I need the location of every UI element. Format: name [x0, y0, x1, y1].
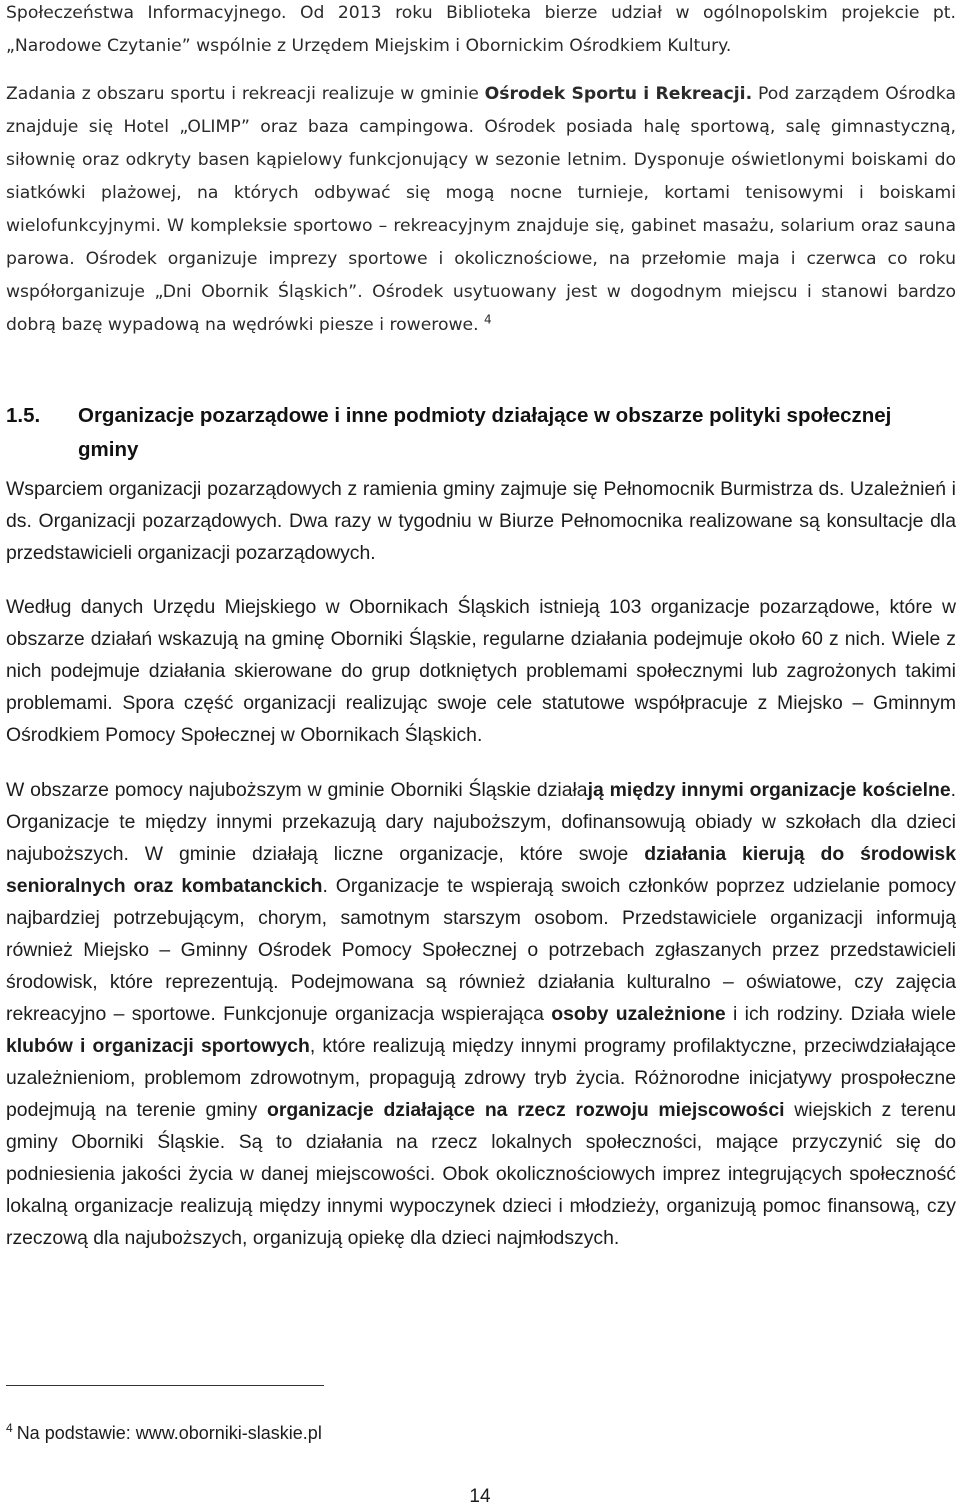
bold-text: Ośrodek Sportu i Rekreacji.: [484, 84, 753, 104]
paragraph-text: Według danych Urzędu Miejskiego w Obornikach Śląskich istnieją 103 organizacje pozarządowe, które w obszarze działań wskazują na gminę Oborniki Śląskie, regularne działania podejmuje około 60 z nich. Wiele z nich podejmuje działania skierowane do grup dotkniętych problemami społecznymi lub zagrożonych takimi problemami. Spora część organizacji realizując swoje cele statutowe współpracuje z Miejsko – Gminnym Ośrodkiem Pomocy Społecznej w Obornikach Śląskich.: [6, 596, 956, 746]
paragraph-sport-centre: [6, 78, 956, 342]
bold-text: organizacje działające na rzecz rozwoju miejscowości: [267, 1099, 785, 1121]
paragraph-text: Pod zarządem Ośrodka znajduje się Hotel „OLIMP” oraz baza campingowa. Ośrodek posiada halę sportową, salę gimnastyczną, siłownię oraz odkryty basen kąpielowy funkcjonujący w sezonie letnim. Dysponuje oświetlonymi boiskami do siatkówki plażowej, na których odbywać się mogą nocne turnieje, kortami tenisowymi i boiskami wielofunkcyjnymi. W kompleksie sportowo – rekreacyjnym znajduje się, gabinet masażu, solarium oraz sauna parowa. Ośrodek organizuje imprezy sportowe i okolicznościowe, na przełomie maja i czerwca co roku współorganizuje „Dni Obornik Śląskich”. Ośrodek usytuowany jest w dogodnym miejscu i stanowi bardzo dobrą bazę wypadową na wędrówki piesze i rowerowe.: [6, 84, 956, 335]
footnote-separator: [6, 1385, 324, 1386]
footnote-reference: 4: [484, 312, 492, 327]
paragraph-text: wiejskich z terenu gminy Oborniki Śląskie. Są to działania na rzecz lokalnych społeczności, mające przyczynić się do podniesienia jakości życia w danej miejscowości. Obok okolicznościowych imprez integrujących społeczność lokalną organizacje realizują między innymi wypoczynek dzieci i młodzieży, organizują pomoc finansową, czy rzeczową dla najuboższych, organizują opiekę dla dzieci najmłodszych.: [6, 1099, 957, 1249]
bold-text: klubów i organizacji sportowych: [6, 1035, 310, 1057]
paragraph-library: [6, 0, 956, 63]
bold-text: działania kierują do środowisk senioralnych oraz kombatanckich: [6, 843, 957, 897]
section-number: 1.5.: [6, 404, 41, 427]
paragraph-text: , które realizują między innymi programy profilaktyczne, przeciwdziałające uzależnieniom, problemom zdrowotnym, propagują zdrowy tryb życia. Różnorodne inicjatywy prospołeczne podejmują na terenie gminy: [6, 1035, 956, 1121]
section-title: Organizacje pozarządowe i inne podmioty działające w obszarze polityki społecznej gminy: [78, 404, 892, 461]
bold-text: ją między innymi organizacje kościelne: [587, 779, 951, 801]
paragraph-text: i ich rodziny. Działa wiele: [725, 1003, 956, 1025]
paragraph-text: W obszarze pomocy najuboższym w gminie Oborniki Śląskie działa: [6, 779, 588, 801]
footnote-text: Na podstawie: www.oborniki-slaskie.pl: [16, 1423, 322, 1443]
paragraph-ngo-count: [6, 591, 956, 751]
paragraph-text: Wsparciem organizacji pozarządowych z ramienia gminy zajmuje się Pełnomocnik Burmistrza ds. Uzależnień i ds. Organizacji pozarządowych. Dwa razy w tygodniu w Biurze Pełnomocnika realizowane są konsultacje dla przedstawicieli organizacji pozarządowych.: [6, 478, 956, 564]
bold-text: osoby uzależnione: [551, 1003, 726, 1025]
footnote: [6, 1416, 322, 1445]
page-number: 14: [469, 1486, 491, 1507]
paragraph-text: Zadania z obszaru sportu i rekreacji realizuje w gminie: [6, 84, 485, 104]
paragraph-plenipotentiary: [6, 473, 956, 569]
section-heading: [6, 399, 956, 467]
footnote-mark: 4: [6, 1421, 13, 1435]
paragraph-church-organisations: [6, 774, 956, 1254]
paragraph-text: . Organizacje te wspierają swoich członków poprzez udzielanie pomocy najbardziej potrzebującym, chorym, samotnym starszym osobom. Przedstawiciele organizacji informują również Miejsko – Gminny Ośrodek Pomocy Społecznej o potrzebach zgłaszanych przez przedstawicieli środowisk, które reprezentują. Podejmowana są również działania kulturalno – oświatowe, czy zajęcia rekreacyjno – sportowe. Funkcjonuje organizacja wspierająca: [6, 875, 956, 1025]
paragraph-text: . Organizacje te między innymi przekazują dary najuboższym, dofinansowują obiady w szkołach dla dzieci najuboższych. W gminie działają liczne organizacje, które swoje: [6, 779, 956, 865]
paragraph-text: Społeczeństwa Informacyjnego. Od 2013 roku Biblioteka bierze udział w ogólnopolskim projekcie pt. „Narodowe Czytanie” wspólnie z Urzędem Miejskim i Obornickim Ośrodkiem Kultury.: [6, 3, 956, 56]
